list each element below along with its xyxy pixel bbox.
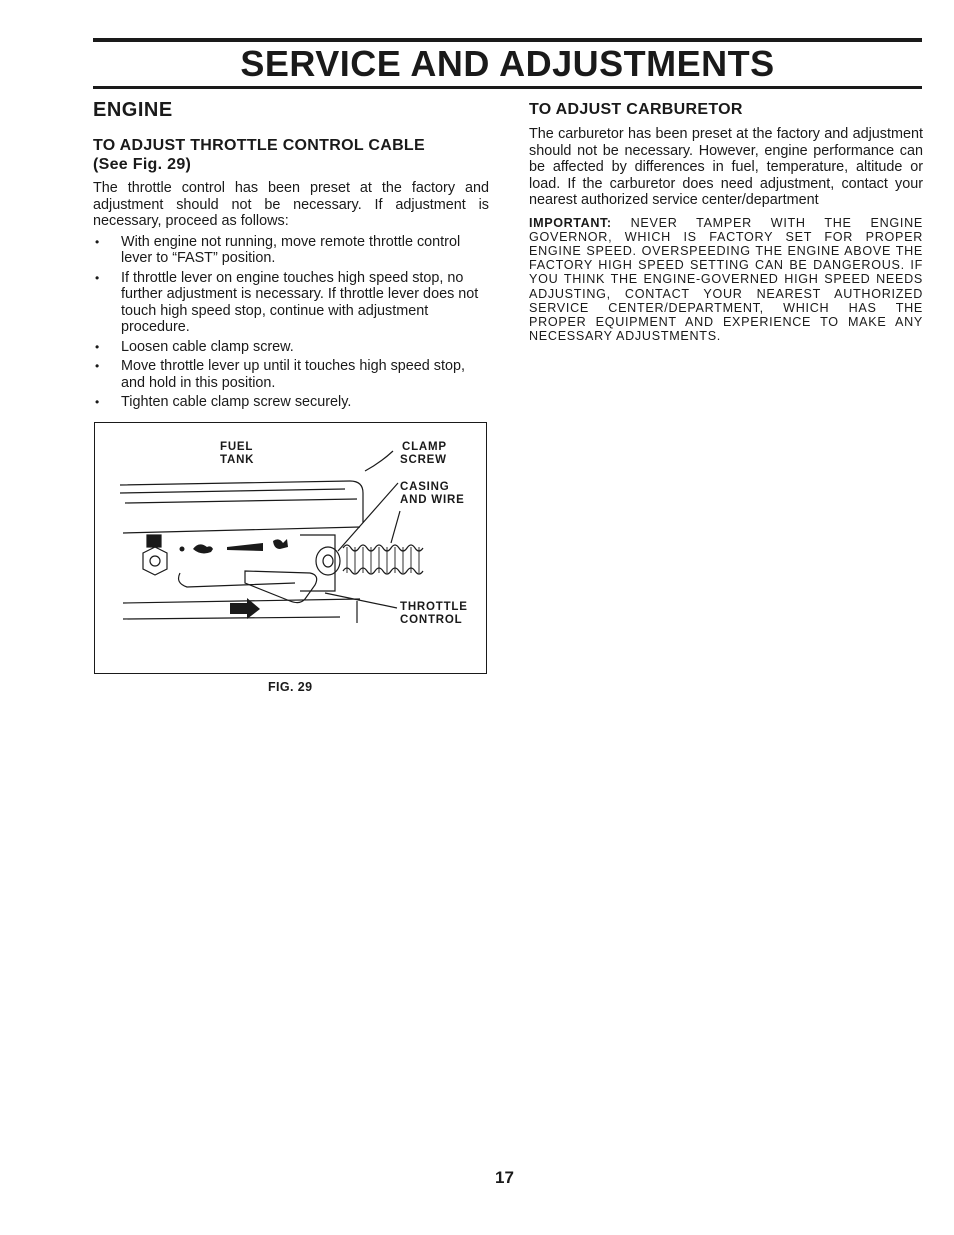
throttle-lever <box>245 571 317 603</box>
fuel-tank-edge-2 <box>125 499 357 503</box>
step-text: Loosen cable clamp screw. <box>121 338 294 355</box>
label-screw: SCREW <box>400 454 447 466</box>
carburetor-body: The carburetor has been preset at the factory and adjustment should not be necessary. However, engine performance can be affected by differences in fuel, temperature, altitude or load. If the carburetor does need adjustment, contact your nearest authorized service center/department <box>529 126 923 208</box>
important-label: IMPORTANT: <box>529 215 612 230</box>
panel-base <box>123 617 340 619</box>
bullet-icon: • <box>95 234 100 249</box>
list-item <box>93 234 489 267</box>
label-and-wire: AND WIRE <box>400 494 465 506</box>
leader-screw <box>338 483 398 551</box>
figure-caption: FIG. 29 <box>268 680 313 694</box>
right-column <box>529 98 923 343</box>
step-text: Tighten cable clamp screw securely. <box>121 394 352 410</box>
clamp-bracket <box>300 535 335 591</box>
page-title: SERVICE AND ADJUSTMENTS <box>240 43 775 84</box>
choke-symbol <box>180 547 185 552</box>
step-text: With engine not running, move remote throttle control lever to “FAST” position. <box>121 233 461 266</box>
bullet-icon: • <box>95 270 100 285</box>
label-casing: CASING <box>400 481 450 493</box>
label-throttle: THROTTLE <box>400 601 468 613</box>
bullet-icon: • <box>95 339 100 354</box>
rabbit-icon <box>273 539 288 549</box>
panel-bottom <box>123 599 360 603</box>
turtle-icon <box>193 544 213 553</box>
throttle-rod <box>179 573 295 587</box>
list-item <box>93 394 489 411</box>
throttle-heading-line2: (See Fig. 29) <box>93 156 192 173</box>
throttle-intro: The throttle control has been preset at the factory and adjustment should not be necessary. If adjustment is necessary, proceed as follows: <box>93 180 489 229</box>
panel-top <box>123 527 360 533</box>
leader-throttle <box>325 593 397 608</box>
bullet-icon: • <box>95 395 100 409</box>
speed-wedge <box>227 543 263 551</box>
label-fuel: FUEL <box>220 441 254 453</box>
throttle-heading <box>93 136 489 174</box>
leader-clamp <box>365 451 393 471</box>
label-tank: TANK <box>220 454 255 466</box>
leader-casing <box>391 511 400 543</box>
section-heading-engine: ENGINE <box>93 99 173 121</box>
figure-29 <box>94 422 487 674</box>
label-control: CONTROL <box>400 614 463 626</box>
indicator-square <box>147 535 161 547</box>
throttle-heading-line1: TO ADJUST THROTTLE CONTROL CABLE <box>93 137 425 154</box>
bullet-icon: • <box>95 359 100 373</box>
clamp-screw <box>316 547 340 575</box>
step-text: If throttle lever on engine touches high speed stop, no further adjustment is necessary. If throttle lever does not touch high speed stop, continue with adjustment procedure. <box>121 269 479 335</box>
important-text: NEVER TAMPER WITH THE ENGINE GOVERNOR, WHICH IS FACTORY SET FOR PROPER ENGINE SPEED. OVERSPEEDING THE ENGINE ABOVE THE FACTORY HIGH SPEED SETTING CAN BE DANGEROUS. IF YOU THINK THE ENGINE-GOVERNED HIGH SPEED NEEDS ADJUSTING, CONTACT YOUR NEAREST AUTHORIZED SERVICE CENTER/DEPARTMENT, WHICH HAS THE PROPER EQUIPMENT AND EXPERIENCE TO MAKE ANY NECESSARY ADJUSTMENTS. <box>529 215 923 344</box>
left-column <box>93 98 489 414</box>
list-item <box>93 339 489 356</box>
hex-bolt-left <box>143 547 167 575</box>
header-rule-bottom <box>93 86 922 89</box>
page-number: 17 <box>495 1168 514 1187</box>
list-item <box>93 358 489 391</box>
fuel-tank-edge <box>120 489 345 493</box>
label-clamp: CLAMP <box>402 441 447 453</box>
list-item <box>93 270 489 336</box>
important-notice <box>529 216 923 344</box>
throttle-steps-list <box>93 234 489 411</box>
carburetor-heading: TO ADJUST CARBURETOR <box>529 101 743 118</box>
step-text: Move throttle lever up until it touches high speed stop, and hold in this position. <box>121 358 465 391</box>
